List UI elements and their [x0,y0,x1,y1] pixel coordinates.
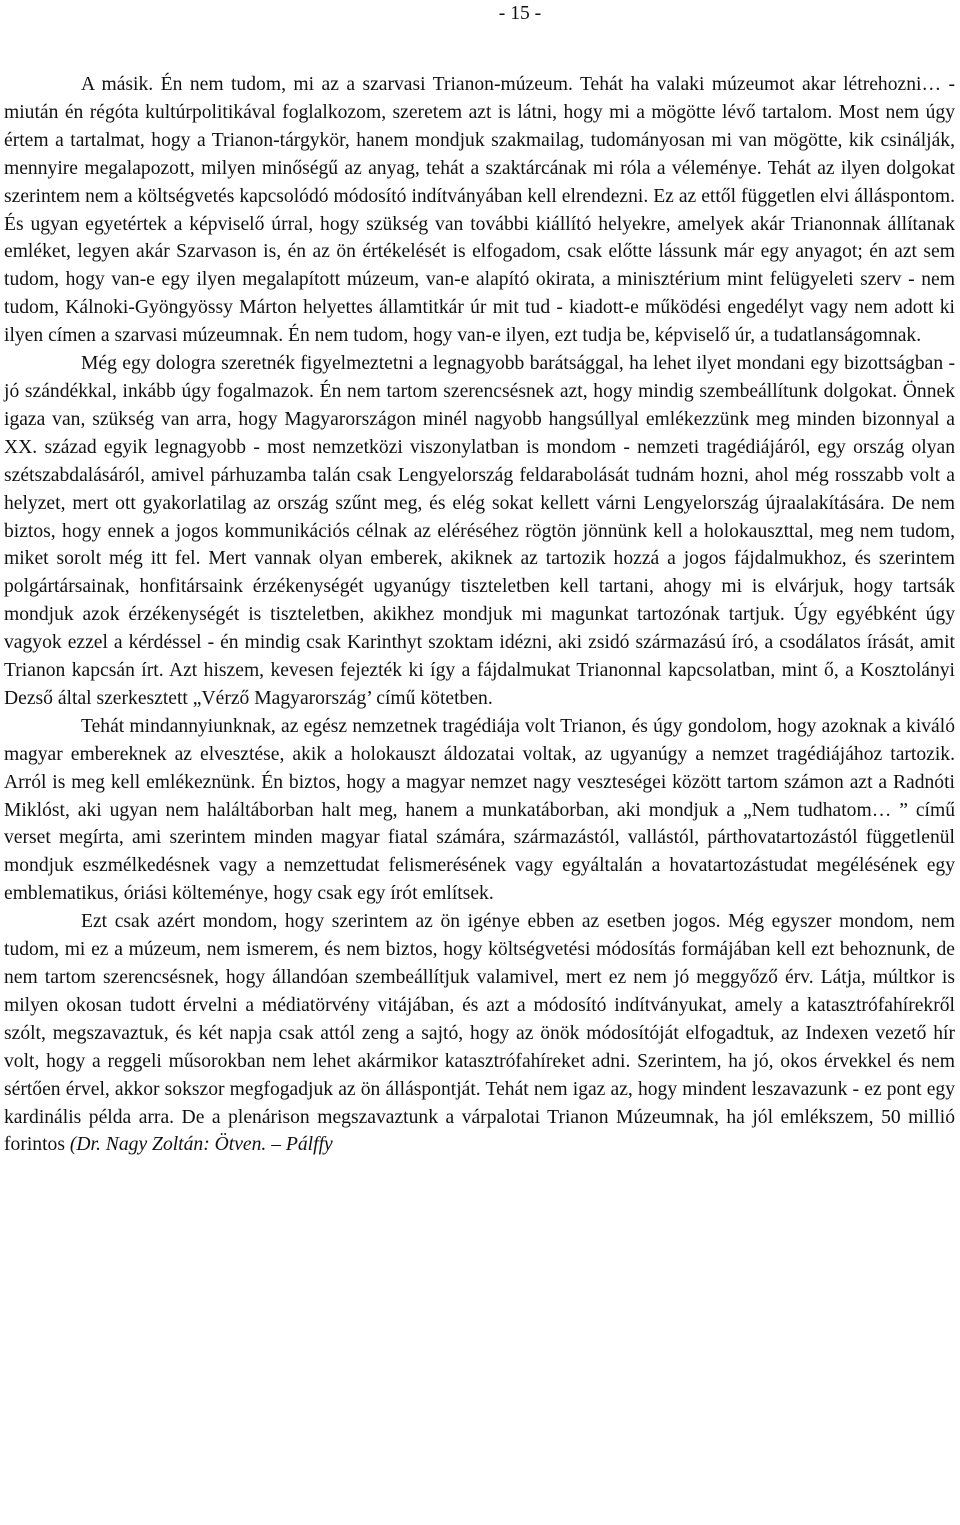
paragraph-4-text: Ezt csak azért mondom, hogy szerintem az ön igénye ebben az esetben jogos. Még egyszer mondom, nem tudom, mi ez a múzeum, nem ismerem, és nem biztos, hogy költségvetési módosítás formájában kell ezt behoznunk, de nem tartom szerencsésnek, hogy állandóan szembeállítjuk valamivel, mert ez nem jó meggyőző érv. Látja, múltkor is milyen okosan tudott érvelni a médiatörvény vitájában, és azt a módosító indítványukat, amely a katasztrófahírekről szólt, megszavaztuk, és két napja csak attól zeng a sajtó, hogy az önök módosítóját elfogadtuk, az Indexen vezető hír volt, hogy a reggeli műsorokban nem lehet akármikor katasztrófahíreket adni. Szerintem, ha jó, okos érvekkel és nem sértően érvel, akkor sokszor megfogadjuk az ön álláspontját. Tehát nem igaz az, hogy mindent leszavazunk - ez pont egy kardinális példa arra. De a plenárison megszavaztunk a várpalotai Trianon Múzeumnak, ha jól emlékszem, 50 millió forintos [4,911,955,1156]
interjection-text: (Dr. Nagy Zoltán: Ötven. – Pálffy [69,1134,333,1156]
paragraph-2 [4,350,955,713]
paragraph-1 [4,71,955,350]
paragraph-4 [4,908,955,1159]
paragraph-3 [4,713,955,908]
page-number: - 15 - [498,3,542,24]
document-body [4,71,955,1159]
paragraph-3-text: Tehát mindannyiunknak, az egész nemzetnek tragédiája volt Trianon, és úgy gondolom, hogy azoknak a kiváló magyar embereknek az elvesztése, akik a holokauszt áldozatai voltak, az ugyanúgy a nemzet tragédiájához tartozik. Arról is meg kell emlékeznünk. Én biztos, hogy a magyar nemzet nagy veszteségei között tartom számon azt a Radnóti Miklóst, aki ugyan nem haláltáborban halt meg, hanem a munkatáborban, aki mondjuk a „Nem tudhatom… ” című verset megírta, ami szerintem minden magyar fiatal számára, származástól, vallástól, párthovatartozástól függetlenül mondjuk eszmélkedésnek vagy a nemzettudat felismerésének vagy egyáltalán a hovatartozástudat megélésének egy emblematikus, óriási költeménye, hogy csak egy írót említsek. [4,715,955,905]
paragraph-1-text: A másik. Én nem tudom, mi az a szarvasi Trianon-múzeum. Tehát ha valaki múzeumot akar létrehozni… - miután én régóta kultúrpolitikával foglalkozom, szeretem azt is látni, hogy mi a mögötte lévő tartalom. Most nem úgy értem a tartalmat, hogy a Trianon-tárgykör, hanem mondjuk szakmailag, tudományosan mi van mögötte, kik csinálják, mennyire megalapozott, milyen minőségű az anyag, tehát a szaktárcának mi róla a véleménye. Tehát az ilyen dolgokat szerintem nem a költségvetés kapcsolódó módosító indítványában kell elrendezni. Ez az ettől független elvi álláspontom. És ugyan egyetértek a képviselő úrral, hogy szükség van további kiállító helyekre, amelyek akár Trianonnak állítanak emléket, legyen akár Szarvason is, én az ön értékelését is elfogadom, csak előtte lássunk már egy anyagot; én azt sem tudom, hogy van-e egy ilyen megalapított múzeum, van-e alapító okirata, a minisztérium mint felügyeleti szerv - nem tudom, Kálnoki-Gyöngyössy Márton helyettes államtitkár úr mit tud - kiadott-e működési engedélyt vagy nem adott ki ilyen címen a szarvasi múzeumnak. Én nem tudom, hogy van-e ilyen, ezt tudja be, képviselő úr, a tudatlanságomnak. [4,74,955,347]
paragraph-2-text: Még egy dologra szeretnék figyelmeztetni a legnagyobb barátsággal, ha lehet ilyet mondani egy bizottságban - jó szándékkal, inkább úgy fogalmazok. Én nem tartom szerencsésnek azt, hogy mindig szembeállítunk dolgokat. Önnek igaza van, szükség van arra, hogy Magyarországon minél nagyobb hangsúllyal emlékezzünk meg minden bizonnyal a XX. század egyik legnagyobb - most nemzetközi viszonylatban is mondom - nemzeti tragédiájáról, egy ország olyan szétszabdalásáról, amivel párhuzamba talán csak Lengyelország feldarabolását tudnám hozni, ahol még rosszabb volt a helyzet, mert ott gyakorlatilag az ország szűnt meg, és elég sokat kellett várni Lengyelország újraalakítására. De nem biztos, hogy ennek a jogos kommunikációs célnak az eléréséhez rögtön jönnünk kell a holokauszttal, meg nem tudom, miket sorolt még itt fel. Mert vannak olyan emberek, akiknek az tartozik hozzá a jogos fájdalmukhoz, és szerintem polgártársainak, honfitársaink érzékenységét ugyanúgy tiszteletben kell tartani, ahogy mi is elvárjuk, hogy tartsák mondjuk azok érzékenységét is tiszteletben, akikhez mondjuk mi magunkat tartozónak tartjuk. Úgy egyébként úgy vagyok ezzel a kérdéssel - én mindig csak Karinthyt szoktam idézni, aki zsidó származású író, a csodálatos írását, amit Trianon kapcsán írt. Azt hiszem, kevesen fejezték ki így a fájdalmukat Trianonnal kapcsolatban, mint ő, a Kosztolányi Dezső által szerkesztett „Vérző Magyarország’ című kötetben. [4,353,955,709]
